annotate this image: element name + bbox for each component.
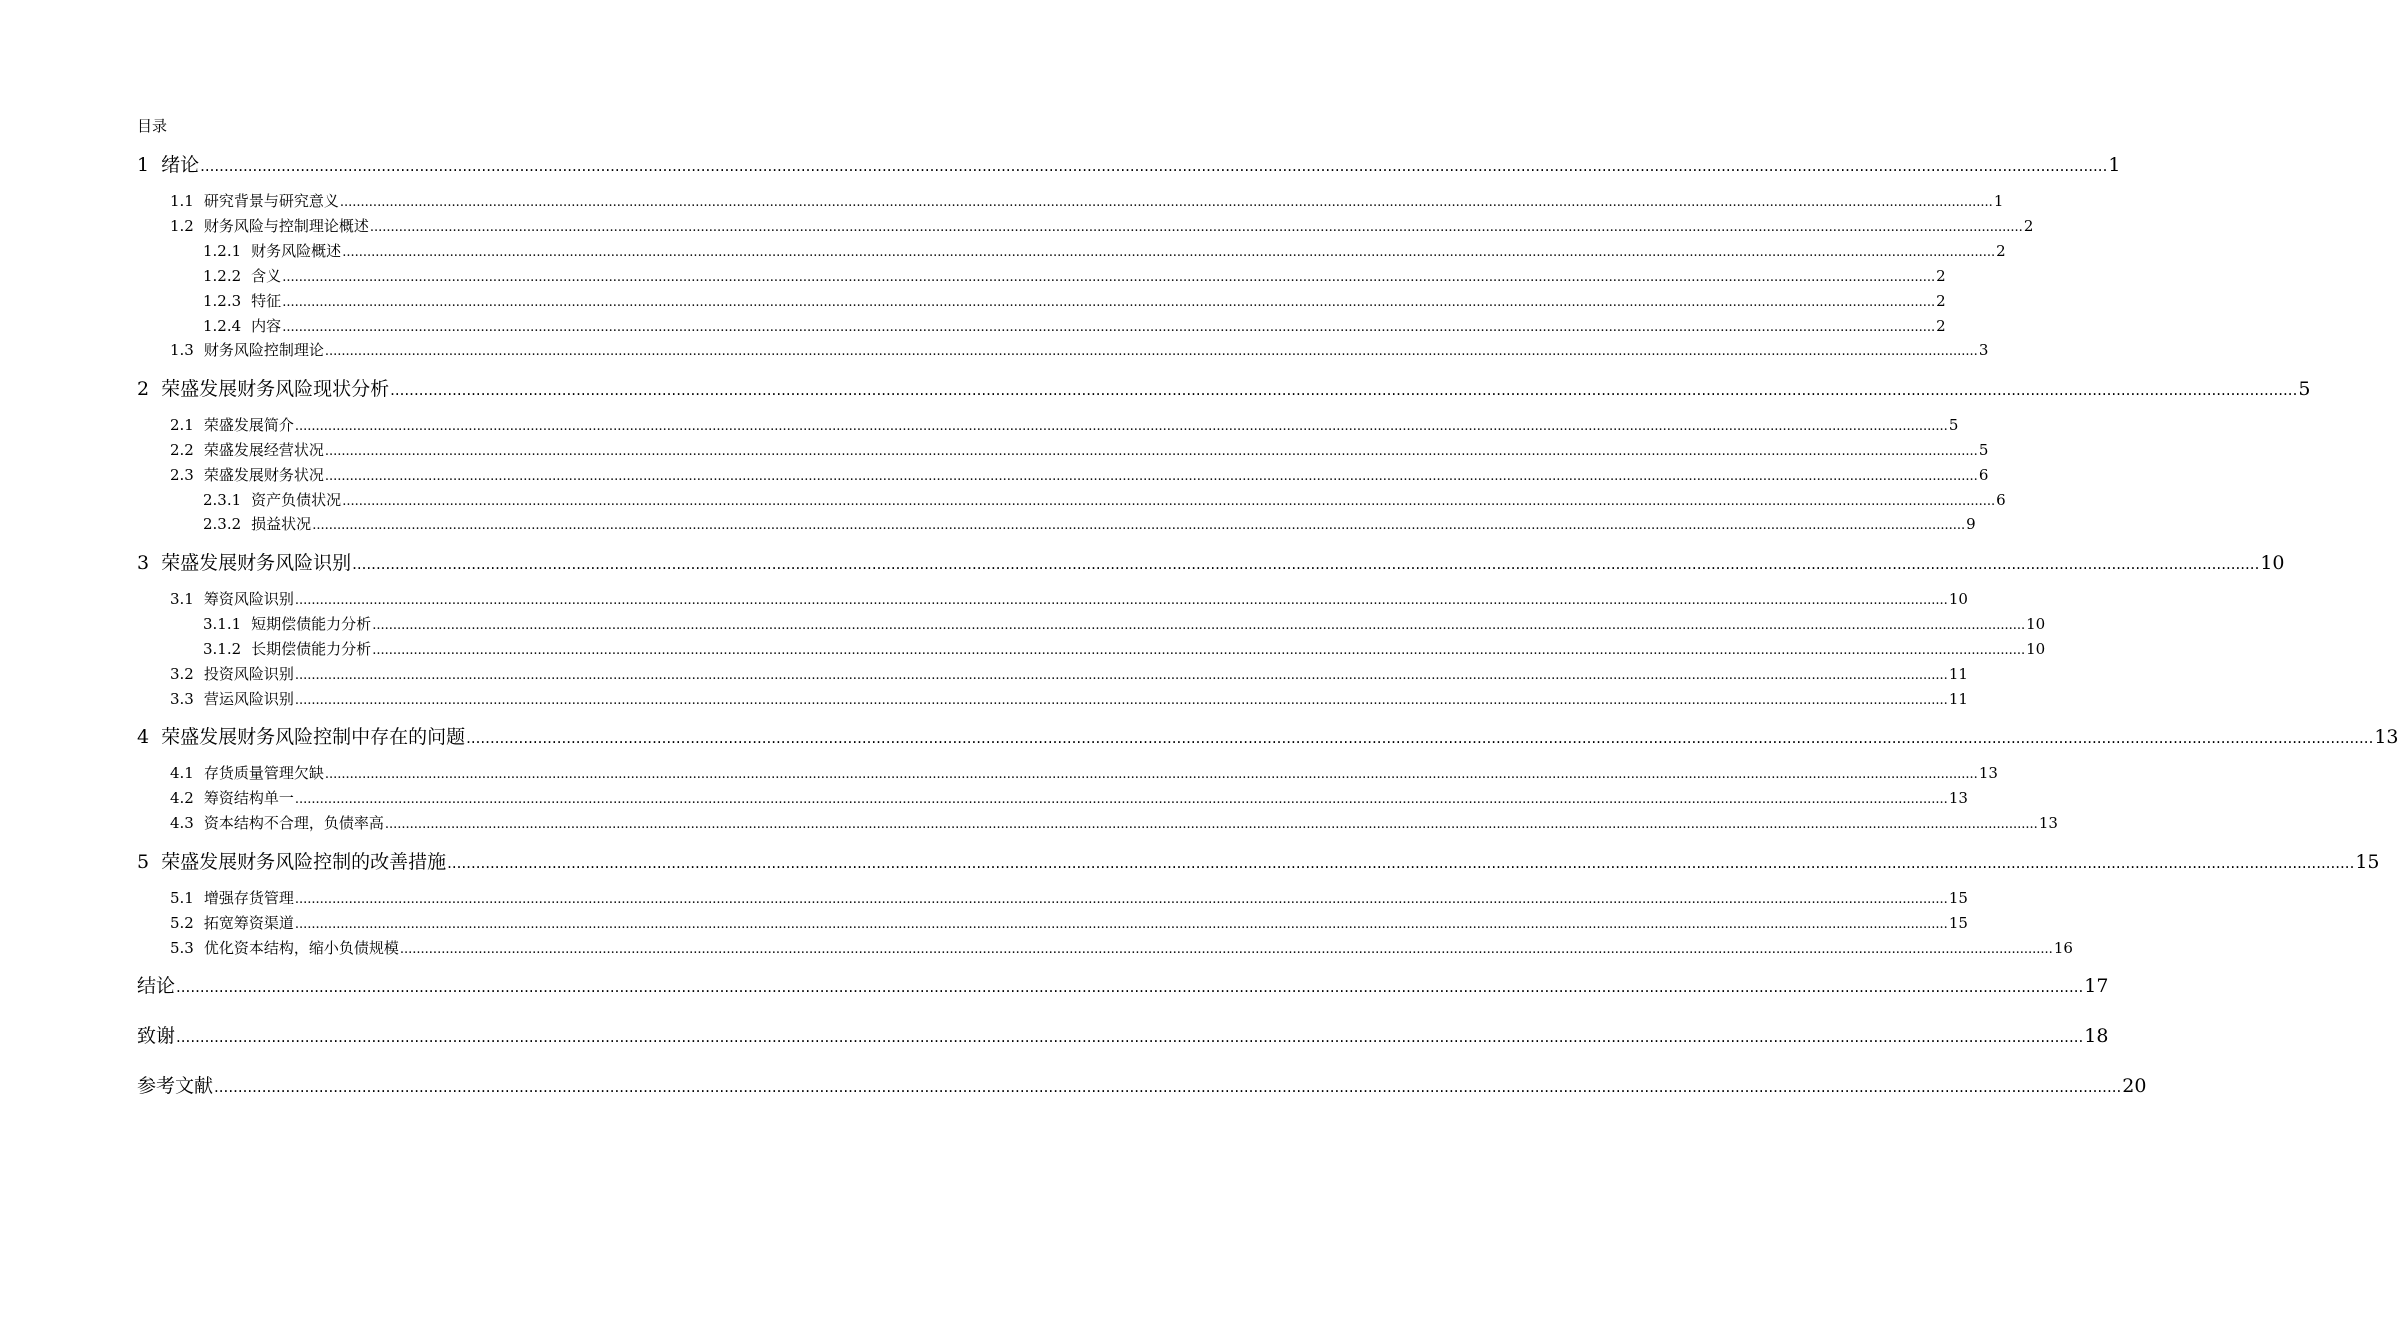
toc-entry[interactable] — [170, 589, 1968, 611]
toc-entry-title: 致谢 — [137, 1025, 176, 1047]
toc-entry-label — [170, 813, 384, 833]
toc-entry-label — [203, 639, 371, 659]
toc-entry[interactable] — [170, 888, 1968, 910]
toc-entry-label — [203, 266, 281, 286]
toc-entry-number: 5 — [137, 851, 150, 873]
toc-entry-label — [170, 664, 294, 684]
toc-entry-number: 1.2.1 — [203, 242, 242, 260]
toc-entry[interactable] — [203, 514, 1976, 536]
toc-entry-label — [137, 974, 175, 998]
toc-page-number: 5 — [2298, 378, 2311, 400]
toc-entry-label — [170, 788, 294, 808]
toc-entry-number: 1 — [137, 154, 150, 176]
toc-page-number: 11 — [1948, 690, 1968, 708]
toc-entry-title: 荣盛发展财务风险控制中存在的问题 — [161, 726, 466, 748]
toc-entry-label — [203, 241, 341, 261]
toc-leader-dots: ................................................................................................................................................................................................................................................................................................................................................................................................................ — [342, 245, 1996, 260]
toc-page-number: 6 — [1978, 466, 1989, 484]
toc-entry-title: 绪论 — [161, 154, 200, 176]
toc-entry-title: 含义 — [251, 267, 282, 285]
toc-entry-title: 特征 — [251, 292, 282, 310]
toc-entry[interactable] — [137, 1074, 2147, 1099]
toc-page-number: 2 — [1996, 242, 2006, 260]
toc-leader-dots: ................................................................................................................................................................................................................................................................................................................................................................................................................ — [312, 518, 1966, 533]
toc-entry[interactable] — [170, 465, 1989, 487]
toc-entry-label — [170, 888, 294, 908]
toc-entry[interactable] — [170, 813, 2058, 835]
toc-entry-title: 投资风险识别 — [203, 665, 294, 683]
toc-entry-label — [203, 490, 341, 510]
toc-entry-label — [170, 763, 324, 783]
toc-entry-title: 资本结构不合理，负债率高 — [203, 814, 384, 832]
toc-leader-dots: ................................................................................................................................................................................................................................................................................................................................................................................................................ — [176, 978, 2084, 996]
toc-leader-dots: ................................................................................................................................................................................................................................................................................................................................................................................................................ — [352, 555, 2260, 573]
toc-entry[interactable] — [170, 440, 1989, 462]
toc-page-number: 18 — [2084, 1025, 2109, 1047]
toc-leader-dots: ................................................................................................................................................................................................................................................................................................................................................................................................................ — [282, 270, 1936, 285]
toc-entry-label — [203, 316, 281, 336]
toc-entry-number: 1.3 — [170, 341, 194, 359]
toc-entry-title: 损益状况 — [251, 515, 312, 533]
toc-entry[interactable] — [137, 850, 2380, 875]
toc-entry-label — [170, 913, 294, 933]
toc-page-number: 17 — [2084, 975, 2109, 997]
toc-leader-dots: ................................................................................................................................................................................................................................................................................................................................................................................................................ — [447, 854, 2355, 872]
toc-entry[interactable] — [170, 191, 2004, 213]
toc-page-number: 20 — [2122, 1075, 2147, 1097]
toc-page-number: 16 — [2053, 939, 2073, 957]
toc-entry-label — [137, 1024, 175, 1048]
toc-entry-label — [170, 440, 324, 460]
toc-page-number: 5 — [1978, 441, 1989, 459]
toc-entry-number: 3.3 — [170, 690, 194, 708]
toc-entry-title: 优化资本结构，缩小负债规模 — [203, 939, 399, 957]
toc-leader-dots: ................................................................................................................................................................................................................................................................................................................................................................................................................ — [339, 195, 1993, 210]
toc-entry-label — [170, 415, 294, 435]
toc-entry[interactable] — [203, 490, 2006, 512]
toc-entry-title: 财务风险概述 — [251, 242, 342, 260]
toc-leader-dots: ................................................................................................................................................................................................................................................................................................................................................................................................................ — [282, 320, 1936, 335]
toc-entry-label — [170, 938, 399, 958]
toc-page-number: 10 — [2026, 615, 2046, 633]
toc-entry-title: 荣盛发展简介 — [203, 416, 294, 434]
toc-entry[interactable] — [170, 664, 1968, 686]
toc-entry-number: 2.3.2 — [203, 515, 242, 533]
toc-entry-label — [137, 850, 446, 874]
toc-page-number: 13 — [2038, 814, 2058, 832]
toc-leader-dots: ................................................................................................................................................................................................................................................................................................................................................................................................................ — [372, 618, 2026, 633]
toc-page-number: 2 — [1936, 267, 1946, 285]
toc-entry[interactable] — [170, 689, 1968, 711]
toc-entry-number: 5.2 — [170, 914, 194, 932]
toc-entry-number: 1.2.3 — [203, 292, 242, 310]
toc-entry-label — [203, 614, 371, 634]
toc-entry-title: 营运风险识别 — [203, 690, 294, 708]
toc-entry-title: 荣盛发展财务风险识别 — [161, 552, 352, 574]
toc-entry-title: 筹资结构单一 — [203, 789, 294, 807]
toc-leader-dots: ................................................................................................................................................................................................................................................................................................................................................................................................................ — [390, 381, 2298, 399]
toc-page-number: 9 — [1966, 515, 1976, 533]
toc-page-number: 2 — [1936, 317, 1946, 335]
toc-entry-title: 荣盛发展财务风险现状分析 — [161, 378, 390, 400]
toc-entry-number: 2.3.1 — [203, 491, 242, 509]
toc-entry-number: 4.2 — [170, 789, 194, 807]
toc-entry-title: 荣盛发展财务风险控制的改善措施 — [161, 851, 447, 873]
toc-page-number: 10 — [2026, 640, 2046, 658]
toc-page-number: 5 — [1948, 416, 1959, 434]
toc-leader-dots: ................................................................................................................................................................................................................................................................................................................................................................................................................ — [200, 157, 2108, 175]
toc-entry-number: 5.3 — [170, 939, 194, 957]
toc-entry-title: 荣盛发展经营状况 — [203, 441, 324, 459]
toc-entry-number: 2.3 — [170, 466, 194, 484]
toc-entry-label — [170, 465, 324, 485]
toc-entry[interactable] — [137, 1024, 2109, 1049]
toc-leader-dots: ................................................................................................................................................................................................................................................................................................................................................................................................................ — [399, 942, 2053, 957]
toc-entry-label — [137, 377, 389, 401]
toc-entry-label — [137, 725, 465, 749]
toc-entry[interactable] — [203, 266, 1946, 288]
toc-entry-title: 内容 — [251, 317, 282, 335]
toc-entry-number: 4.1 — [170, 764, 194, 782]
toc-leader-dots: ................................................................................................................................................................................................................................................................................................................................................................................................................ — [294, 792, 1948, 807]
toc-entry[interactable] — [203, 291, 1946, 313]
toc-entry-label — [170, 340, 324, 360]
toc-entry-label — [203, 514, 311, 534]
toc-entry[interactable] — [203, 639, 2046, 661]
toc-entry-label — [137, 551, 351, 575]
toc-page-number: 2 — [2023, 217, 2034, 235]
toc-leader-dots: ................................................................................................................................................................................................................................................................................................................................................................................................................ — [324, 444, 1978, 459]
toc-entry[interactable] — [170, 913, 1968, 935]
toc-leader-dots: ................................................................................................................................................................................................................................................................................................................................................................................................................ — [294, 693, 1948, 708]
toc-page-number: 15 — [1948, 914, 1968, 932]
toc-page-number: 1 — [2108, 154, 2121, 176]
toc-entry-number: 3.1 — [170, 590, 194, 608]
toc-entry-number: 3.2 — [170, 665, 194, 683]
toc-entry[interactable] — [137, 551, 2285, 576]
toc-leader-dots: ................................................................................................................................................................................................................................................................................................................................................................................................................ — [294, 892, 1948, 907]
toc-leader-dots: ................................................................................................................................................................................................................................................................................................................................................................................................................ — [282, 295, 1936, 310]
toc-leader-dots: ................................................................................................................................................................................................................................................................................................................................................................................................................ — [342, 494, 1996, 509]
toc-entry[interactable] — [203, 316, 1946, 338]
toc-page-number: 6 — [1996, 491, 2006, 509]
toc-leader-dots: ................................................................................................................................................................................................................................................................................................................................................................................................................ — [384, 817, 2038, 832]
toc-leader-dots: ................................................................................................................................................................................................................................................................................................................................................................................................................ — [372, 643, 2026, 658]
toc-entry-number: 2.2 — [170, 441, 194, 459]
toc-entry-number: 2.1 — [170, 416, 194, 434]
toc-page-number: 1 — [1993, 192, 2004, 210]
toc-page-number: 10 — [2260, 552, 2285, 574]
toc-entry[interactable] — [137, 725, 2399, 750]
toc-leader-dots: ................................................................................................................................................................................................................................................................................................................................................................................................................ — [466, 729, 2374, 747]
toc-page-number: 11 — [1948, 665, 1968, 683]
toc-page-number: 2 — [1936, 292, 1946, 310]
toc-entry[interactable] — [170, 415, 1959, 437]
toc-page-number: 15 — [2355, 851, 2380, 873]
toc-leader-dots: ................................................................................................................................................................................................................................................................................................................................................................................................................ — [369, 220, 2023, 235]
toc-entry-title: 资产负债状况 — [251, 491, 342, 509]
toc-entry[interactable] — [170, 340, 1989, 362]
toc-entry-label — [203, 291, 281, 311]
toc-leader-dots: ................................................................................................................................................................................................................................................................................................................................................................................................................ — [324, 469, 1978, 484]
toc-entry-number: 4 — [137, 726, 150, 748]
toc-entry-number: 1.2 — [170, 217, 194, 235]
toc-entry-title: 参考文献 — [137, 1075, 214, 1097]
toc-entry-number: 3.1.2 — [203, 640, 242, 658]
toc-entry[interactable] — [170, 938, 2073, 960]
toc-entry-title: 存货质量管理欠缺 — [203, 764, 324, 782]
toc-entry-number: 1.2.2 — [203, 267, 242, 285]
toc-entry-label — [137, 153, 199, 177]
toc-entry[interactable] — [203, 614, 2046, 636]
toc-entry[interactable] — [137, 153, 2121, 178]
toc-leader-dots: ................................................................................................................................................................................................................................................................................................................................................................................................................ — [294, 593, 1948, 608]
toc-page-number: 13 — [1948, 789, 1968, 807]
toc-page-number: 10 — [1948, 590, 1968, 608]
toc-entry[interactable] — [137, 377, 2311, 402]
toc-leader-dots: ................................................................................................................................................................................................................................................................................................................................................................................................................ — [176, 1028, 2084, 1046]
toc-entry-number: 1.1 — [170, 192, 194, 210]
toc-entry-number: 3 — [137, 552, 150, 574]
toc-entry-title: 拓宽筹资渠道 — [203, 914, 294, 932]
toc-entry-number: 2 — [137, 378, 150, 400]
toc-entry-label — [170, 689, 294, 709]
toc-entry-number: 5.1 — [170, 889, 194, 907]
toc-entry[interactable] — [170, 788, 1968, 810]
toc-entry-number: 3.1.1 — [203, 615, 242, 633]
toc-page-number: 15 — [1948, 889, 1968, 907]
toc-entry-title: 研究背景与研究意义 — [203, 192, 339, 210]
toc-heading: 目录 — [137, 117, 168, 135]
toc-entry[interactable] — [170, 216, 2034, 238]
toc-leader-dots: ................................................................................................................................................................................................................................................................................................................................................................................................................ — [294, 668, 1948, 683]
toc-entry-label — [170, 589, 294, 609]
toc-leader-dots: ................................................................................................................................................................................................................................................................................................................................................................................................................ — [324, 767, 1978, 782]
toc-entry-title: 长期偿债能力分析 — [251, 640, 372, 658]
toc-leader-dots: ................................................................................................................................................................................................................................................................................................................................................................................................................ — [214, 1078, 2122, 1096]
toc-entry-title: 增强存货管理 — [203, 889, 294, 907]
toc-entry-number: 4.3 — [170, 814, 194, 832]
toc-entry-label — [170, 191, 339, 211]
toc-entry-label — [137, 1074, 213, 1098]
toc-leader-dots: ................................................................................................................................................................................................................................................................................................................................................................................................................ — [294, 419, 1948, 434]
toc-entry[interactable] — [170, 763, 1998, 785]
toc-entry-title: 短期偿债能力分析 — [251, 615, 372, 633]
toc-leader-dots: ................................................................................................................................................................................................................................................................................................................................................................................................................ — [324, 344, 1978, 359]
toc-entry-title: 财务风险与控制理论概述 — [203, 217, 369, 235]
toc-entry[interactable] — [137, 974, 2109, 999]
toc-leader-dots: ................................................................................................................................................................................................................................................................................................................................................................................................................ — [294, 917, 1948, 932]
toc-page-number: 13 — [1978, 764, 1998, 782]
toc-entry[interactable] — [203, 241, 2006, 263]
toc-entry-label — [170, 216, 369, 236]
toc-entry-title: 财务风险控制理论 — [203, 341, 324, 359]
toc-entry-title: 结论 — [137, 975, 176, 997]
toc-page-number: 3 — [1978, 341, 1989, 359]
toc-entry-title: 荣盛发展财务状况 — [203, 466, 324, 484]
toc-entry-number: 1.2.4 — [203, 317, 242, 335]
toc-entry-title: 筹资风险识别 — [203, 590, 294, 608]
toc-page-number: 13 — [2374, 726, 2399, 748]
